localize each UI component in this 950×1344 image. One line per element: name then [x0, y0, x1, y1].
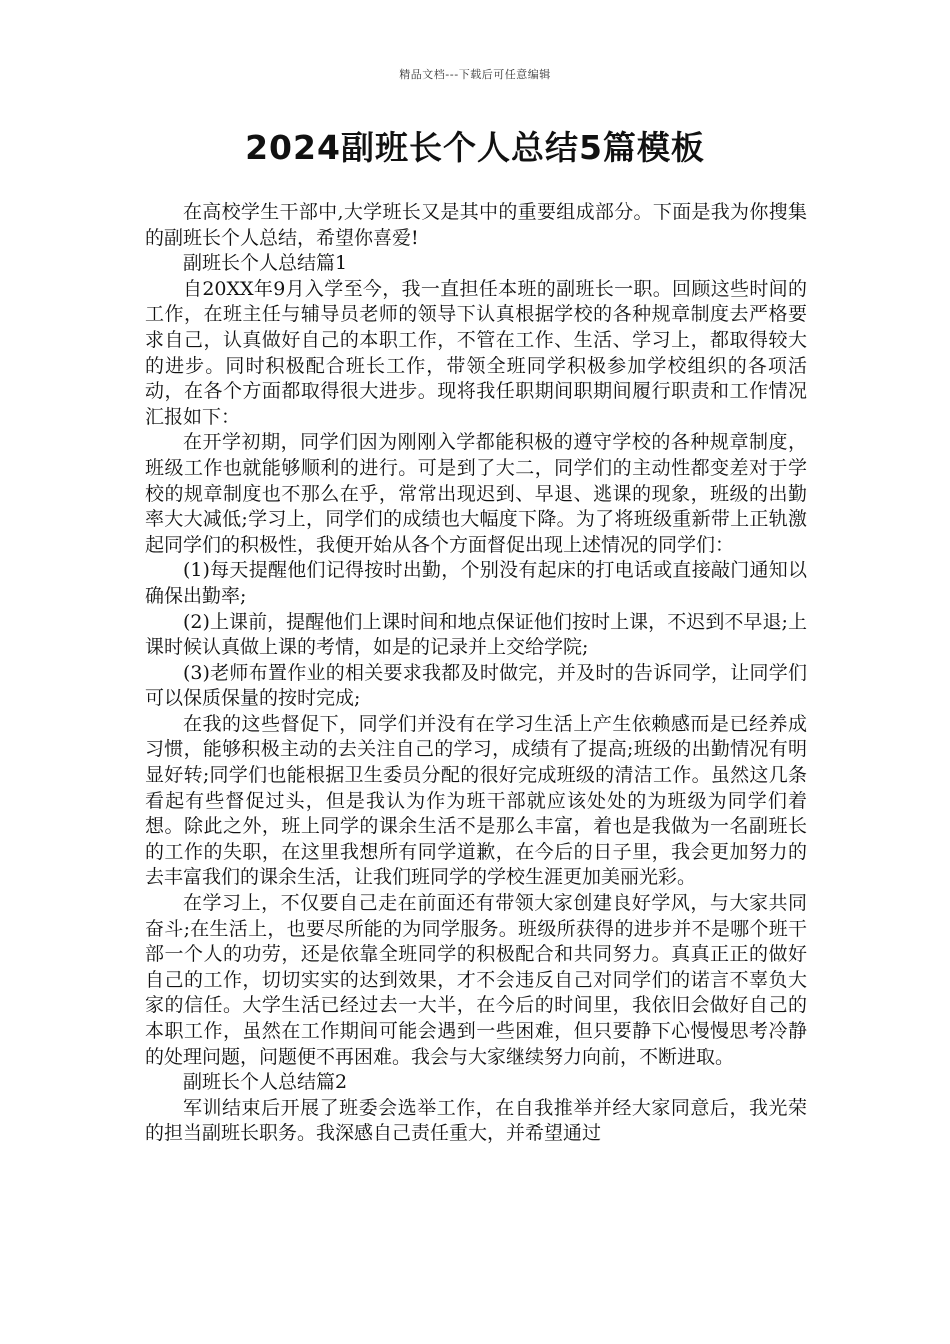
list-item: (1)每天提醒他们记得按时出勤，个别没有起床的打电话或直接敲门通知以确保出勤率;	[145, 559, 807, 607]
list-item: (2)上课前，提醒他们上课时间和地点保证他们按时上课，不迟到不早退;上课时候认真做上课的考情，如是的记录并上交给学院;	[145, 610, 807, 659]
body-paragraph: 在我的这些督促下，同学们并没有在学习生活上产生依赖感而是已经养成习惯，能够积极主动的去关注自己的学习，成绩有了提高;班级的出勤情况有明显好转;同学们也能根据卫生委员分配的很好完成班级的清洁工作。虽然这几条看起有些督促过头，但是我认为作为班干部就应该处处的为班级为同学们着想。除此之外，班上同学的课余生活不是那么丰富，着也是我做为一名副班长的工作的失职，在这里我想所有同学道歉，在今后的日子里，我会更加努力的去丰富我们的课余生活，让我们班同学的学校生涯更加美丽光彩。	[145, 712, 807, 889]
section-heading: 副班长个人总结篇2	[183, 1071, 348, 1094]
document-title: 2024副班长个人总结5篇模板	[245, 128, 705, 167]
list-item: (3)老师布置作业的相关要求我都及时做完，并及时的告诉同学，让同学们可以保质保量的按时完成;	[145, 661, 807, 710]
section-heading: 副班长个人总结篇1	[183, 252, 348, 275]
body-paragraph: 军训结束后开展了班委会选举工作，在自我推举并经大家同意后，我光荣的担当副班长职务。我深感自己责任重大，并希望通过	[145, 1096, 807, 1145]
body-paragraph: 自20XX年9月入学至今，我一直担任本班的副班长一职。回顾这些时间的工作，在班主任与辅导员老师的领导下认真根据学校的各种规章制度去严格要求自己，认真做好自己的本职工作，不管在工作、生活、学习上，都取得较大的进步。同时积极配合班长工作，带领全班同学积极参加学校组织的各项活动，在各个方面都取得很大进步。现将我任职期间职期间履行职责和工作情况汇报如下：	[145, 277, 807, 428]
body-paragraph: 在学习上，不仅要自己走在前面还有带领大家创建良好学风，与大家共同奋斗;在生活上，也要尽所能的为同学服务。班级所获得的进步并不是哪个班干部一个人的功劳，还是依靠全班同学的积极配合和共同努力。真真正正的做好自己的工作，切切实实的达到效果，才不会违反自己对同学们的诺言不辜负大家的信任。大学生活已经过去一大半，在今后的时间里，我依旧会做好自己的本职工作，虽然在工作期间可能会遇到一些困难，但只要静下心慢慢思考冷静的处理问题，问题便不再困难。我会与大家继续努力向前，不断进取。	[145, 892, 807, 1068]
intro-paragraph: 在高校学生干部中,大学班长又是其中的重要组成部分。下面是我为你搜集的副班长个人总结，希望你喜爱!	[145, 201, 807, 249]
document-body	[145, 200, 807, 1147]
body-paragraph: 在开学初期，同学们因为刚刚入学都能积极的遵守学校的各种规章制度，班级工作也就能够顺利的进行。可是到了大二，同学们的主动性都变差对于学校的规章制度也不那么在乎，常常出现迟到、早退、逃课的现象，班级的出勤率大大减低;学习上，同学们的成绩也大幅度下降。为了将班级重新带上正轨激起同学们的积极性，我便开始从各个方面督促出现上述情况的同学们：	[145, 431, 807, 556]
header-note: 精品文档---下载后可任意编辑	[399, 68, 551, 81]
